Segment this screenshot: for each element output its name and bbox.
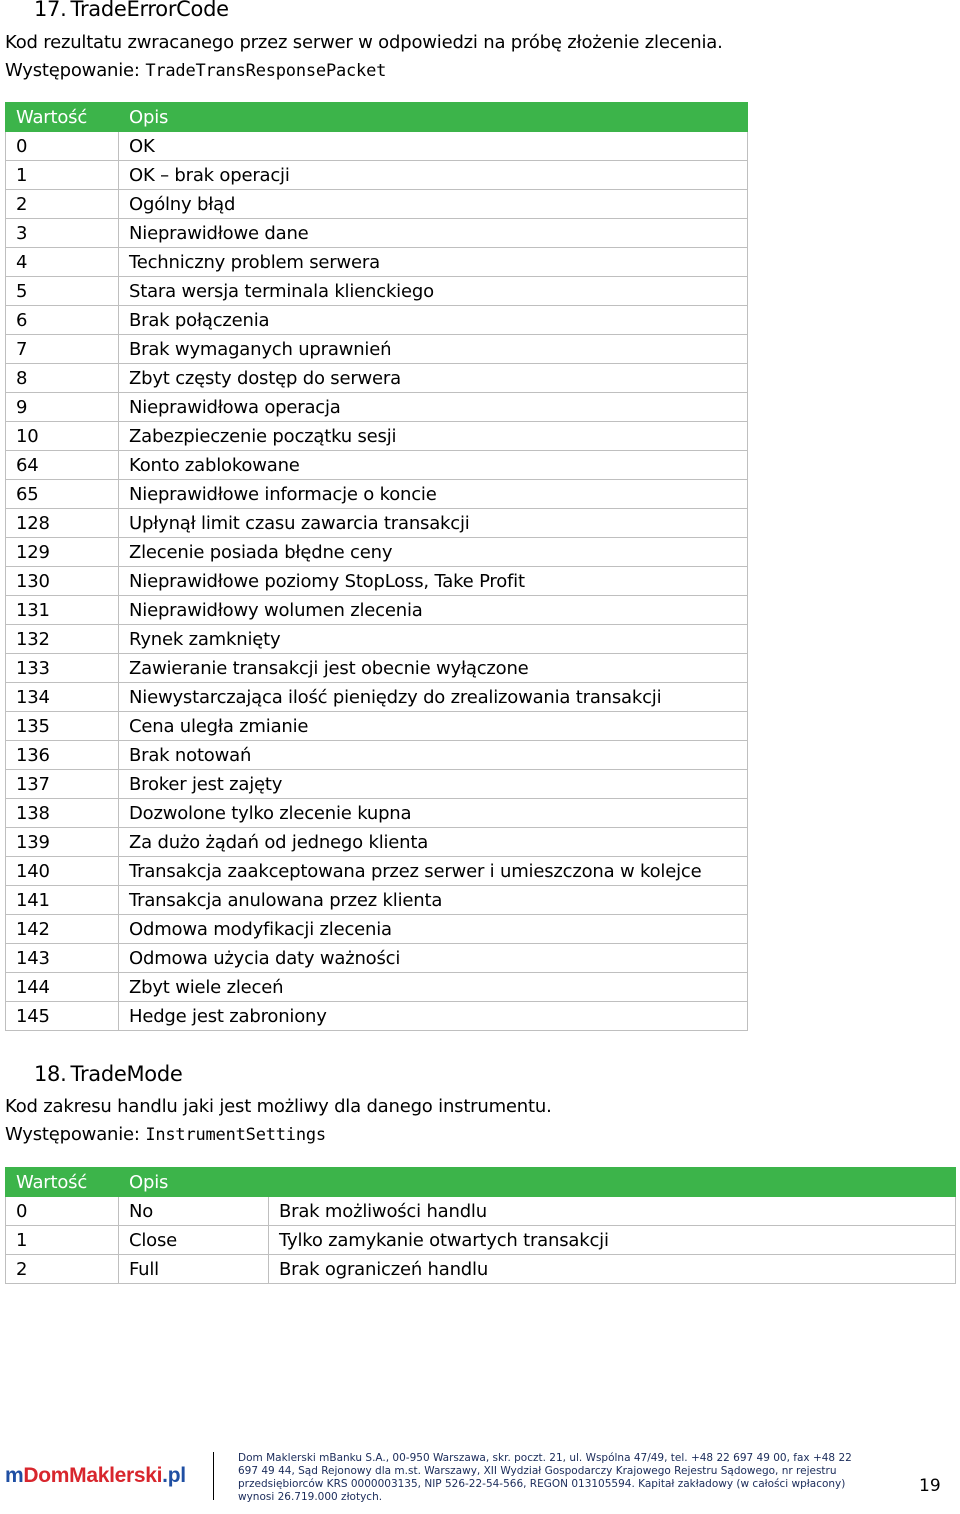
description-cell: Za dużo żądań od jednego klienta	[119, 828, 748, 857]
table-row	[6, 596, 748, 625]
description-cell: Niewystarczająca ilość pieniędzy do zrealizowania transakcji	[119, 683, 748, 712]
trade-error-code-table	[5, 102, 748, 1031]
value-cell: 142	[6, 915, 119, 944]
table-row	[6, 741, 748, 770]
description-cell: Transakcja anulowana przez klienta	[119, 886, 748, 915]
value-cell: 3	[6, 219, 119, 248]
value-cell: 1	[6, 161, 119, 190]
occurrence-value: InstrumentSettings	[145, 1125, 326, 1145]
value-cell: 133	[6, 654, 119, 683]
logo-prefix: m	[5, 1464, 24, 1487]
table-row	[6, 625, 748, 654]
section-18-title: TradeMode	[70, 1062, 183, 1086]
section-18-number: 18.	[34, 1062, 67, 1086]
description-cell: Odmowa modyfikacji zlecenia	[119, 915, 748, 944]
occurrence-label: Występowanie:	[5, 60, 146, 81]
value-cell: 10	[6, 422, 119, 451]
value-cell: 7	[6, 335, 119, 364]
description-cell: Brak wymaganych uprawnień	[119, 335, 748, 364]
table-row	[6, 335, 748, 364]
value-cell: 129	[6, 538, 119, 567]
table-row	[6, 248, 748, 277]
value-cell: 140	[6, 857, 119, 886]
description-cell: Nieprawidłowe poziomy StopLoss, Take Profit	[119, 567, 748, 596]
table-row	[6, 915, 748, 944]
description-cell: Nieprawidłowa operacja	[119, 393, 748, 422]
description-cell: Brak możliwości handlu	[269, 1197, 956, 1226]
section-17-heading	[34, 0, 229, 21]
description-cell: Nieprawidłowe dane	[119, 219, 748, 248]
description-cell: Upłynął limit czasu zawarcia transakcji	[119, 509, 748, 538]
value-cell: 0	[6, 132, 119, 161]
description-cell: Odmowa użycia daty ważności	[119, 944, 748, 973]
table-header-row	[6, 1168, 956, 1197]
value-cell: 134	[6, 683, 119, 712]
value-cell: 143	[6, 944, 119, 973]
description-cell: OK	[119, 132, 748, 161]
table-header-row	[6, 103, 748, 132]
table-row	[6, 973, 748, 1002]
table-row	[6, 538, 748, 567]
company-logo	[5, 1464, 186, 1488]
section-18-heading	[34, 1062, 183, 1086]
value-cell: 138	[6, 799, 119, 828]
description-cell: Nieprawidłowy wolumen zlecenia	[119, 596, 748, 625]
value-cell: 128	[6, 509, 119, 538]
table-row	[6, 1226, 956, 1255]
value-cell: 9	[6, 393, 119, 422]
description-cell: Hedge jest zabroniony	[119, 1002, 748, 1031]
section-17-number: 17.	[34, 0, 67, 21]
table-row	[6, 828, 748, 857]
description-cell: Transakcja zaakceptowana przez serwer i umieszczona w kolejce	[119, 857, 748, 886]
description-cell: Ogólny błąd	[119, 190, 748, 219]
description-cell: Zbyt częsty dostęp do serwera	[119, 364, 748, 393]
description-cell: Full	[119, 1255, 269, 1284]
value-cell: 131	[6, 596, 119, 625]
section-17-occurrence	[5, 60, 386, 81]
value-cell: 6	[6, 306, 119, 335]
value-cell: 144	[6, 973, 119, 1002]
table-row	[6, 451, 748, 480]
value-cell: 137	[6, 770, 119, 799]
description-cell: Stara wersja terminala klienckiego	[119, 277, 748, 306]
section-18-description: Kod zakresu handlu jaki jest możliwy dla danego instrumentu.	[5, 1096, 552, 1117]
value-cell: 0	[6, 1197, 119, 1226]
table-row	[6, 306, 748, 335]
description-cell: Dozwolone tylko zlecenie kupna	[119, 799, 748, 828]
value-cell: 135	[6, 712, 119, 741]
table-row	[6, 683, 748, 712]
description-cell: Zawieranie transakcji jest obecnie wyłączone	[119, 654, 748, 683]
table-row	[6, 161, 748, 190]
description-cell: No	[119, 1197, 269, 1226]
occurrence-label: Występowanie:	[5, 1124, 146, 1145]
value-cell: 136	[6, 741, 119, 770]
description-cell: Broker jest zajęty	[119, 770, 748, 799]
value-cell: 4	[6, 248, 119, 277]
value-cell: 5	[6, 277, 119, 306]
table-row	[6, 277, 748, 306]
table-row	[6, 567, 748, 596]
description-cell: Rynek zamknięty	[119, 625, 748, 654]
value-cell: 139	[6, 828, 119, 857]
description-cell: Konto zablokowane	[119, 451, 748, 480]
table-row	[6, 219, 748, 248]
table-row	[6, 654, 748, 683]
table-row	[6, 509, 748, 538]
column-header: Opis	[119, 103, 748, 132]
table-row	[6, 132, 748, 161]
description-cell: Brak połączenia	[119, 306, 748, 335]
value-cell: 130	[6, 567, 119, 596]
table-row	[6, 770, 748, 799]
description-cell: Zlecenie posiada błędne ceny	[119, 538, 748, 567]
description-cell: Brak notowań	[119, 741, 748, 770]
description-cell: Zbyt wiele zleceń	[119, 973, 748, 1002]
column-header: Opis	[119, 1168, 269, 1197]
table-row	[6, 886, 748, 915]
description-cell: Zabezpieczenie początku sesji	[119, 422, 748, 451]
company-info: Dom Maklerski mBanku S.A., 00-950 Warszawa, skr. poczt. 21, ul. Wspólna 47/49, tel. +48 22 697 49 00, fax +48 22 697 49 44, Sąd Rejonowy dla m.st. Warszawy, XII Wydział Gospodarczy Krajowego Rejestru Sądowego, nr rejestru przedsiębiorców KRS 0000003135, NIP 526-22-54-566, REGON 013105594. Kapitał zakładowy (w całości wpłacony) wynosi 26.719.000 złotych.	[238, 1452, 852, 1503]
page-number: 19	[919, 1476, 941, 1496]
table-row	[6, 480, 748, 509]
column-header	[269, 1168, 956, 1197]
table-row	[6, 422, 748, 451]
value-cell: 145	[6, 1002, 119, 1031]
table-row	[6, 190, 748, 219]
logo-brand: DomMaklerski	[23, 1464, 163, 1487]
description-cell: Tylko zamykanie otwartych transakcji	[269, 1226, 956, 1255]
table-row	[6, 944, 748, 973]
value-cell: 2	[6, 1255, 119, 1284]
table-row	[6, 857, 748, 886]
table-row	[6, 393, 748, 422]
value-cell: 64	[6, 451, 119, 480]
occurrence-value: TradeTransResponsePacket	[145, 61, 387, 81]
value-cell: 141	[6, 886, 119, 915]
logo-suffix: .pl	[162, 1464, 186, 1487]
section-17-description: Kod rezultatu zwracanego przez serwer w odpowiedzi na próbę złożenie zlecenia.	[5, 32, 723, 53]
table-row	[6, 799, 748, 828]
section-18-occurrence	[5, 1124, 326, 1145]
description-cell: Brak ograniczeń handlu	[269, 1255, 956, 1284]
column-header: Wartość	[6, 103, 119, 132]
table-row	[6, 364, 748, 393]
description-cell: Close	[119, 1226, 269, 1255]
value-cell: 2	[6, 190, 119, 219]
table-row	[6, 1255, 956, 1284]
table-row	[6, 712, 748, 741]
page-footer	[0, 1440, 960, 1514]
description-cell: OK – brak operacji	[119, 161, 748, 190]
description-cell: Nieprawidłowe informacje o koncie	[119, 480, 748, 509]
table-row	[6, 1197, 956, 1226]
value-cell: 65	[6, 480, 119, 509]
table-row	[6, 1002, 748, 1031]
column-header: Wartość	[6, 1168, 119, 1197]
description-cell: Techniczny problem serwera	[119, 248, 748, 277]
section-17-title: TradeErrorCode	[70, 0, 229, 21]
value-cell: 8	[6, 364, 119, 393]
value-cell: 1	[6, 1226, 119, 1255]
description-cell: Cena uległa zmianie	[119, 712, 748, 741]
value-cell: 132	[6, 625, 119, 654]
footer-divider	[213, 1452, 214, 1500]
trade-mode-table	[5, 1167, 956, 1284]
